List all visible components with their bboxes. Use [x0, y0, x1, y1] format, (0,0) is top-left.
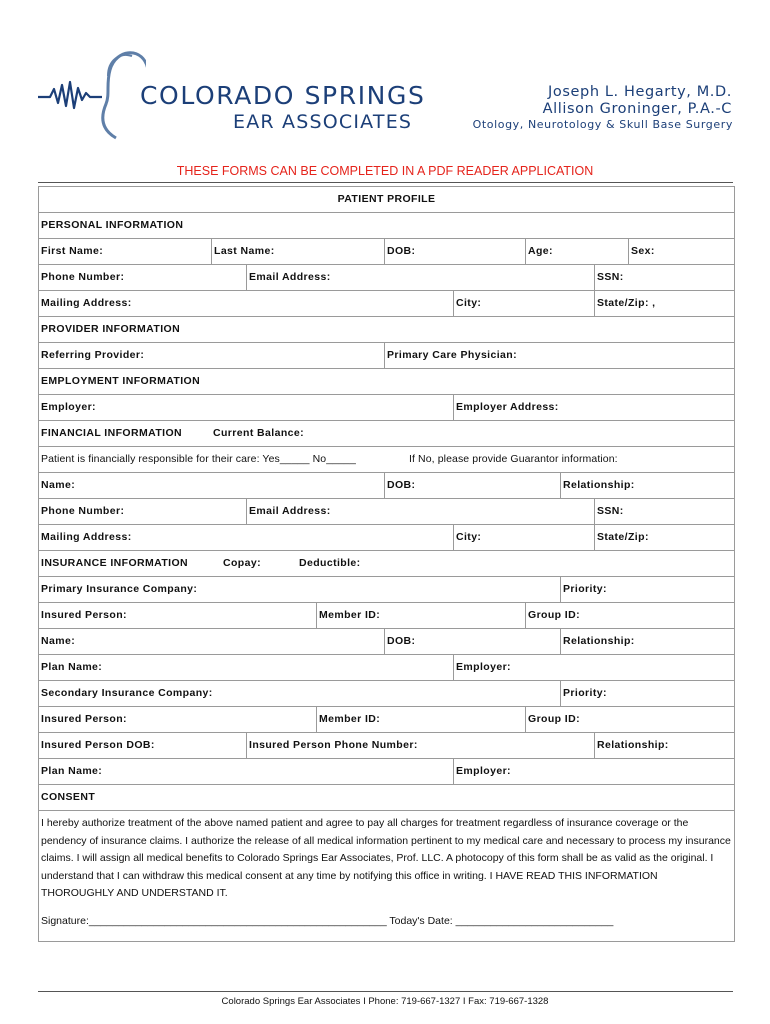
- signature-line[interactable]: Signature:___________________________________________________ Today's Date: ___________________________: [41, 914, 614, 927]
- form-row: [39, 394, 734, 420]
- guarantor-ssn-field[interactable]: SSN:: [594, 499, 734, 524]
- provider-heading: PROVIDER INFORMATION: [41, 323, 181, 335]
- insured-dob-field[interactable]: Insured Person DOB:: [41, 739, 155, 751]
- secondary-insured-person-field[interactable]: Insured Person:: [41, 713, 127, 725]
- employer-address-field[interactable]: Employer Address:: [453, 395, 734, 420]
- current-balance-field[interactable]: Current Balance:: [213, 427, 305, 439]
- divider: [38, 182, 733, 183]
- section-heading-row: [39, 212, 734, 238]
- guarantor-city-field[interactable]: City:: [453, 525, 594, 550]
- insured-person-field[interactable]: Insured Person:: [41, 609, 127, 621]
- priority-field[interactable]: Priority:: [560, 577, 734, 602]
- secondary-employer-field[interactable]: Employer:: [453, 759, 734, 784]
- form-row: [39, 706, 734, 732]
- section-heading-row: [39, 550, 734, 576]
- copay-field[interactable]: Copay:: [223, 557, 261, 569]
- form-row: [39, 446, 734, 472]
- form-row: [39, 524, 734, 550]
- form-title: PATIENT PROFILE: [337, 193, 436, 205]
- member-id-field[interactable]: Member ID:: [316, 603, 526, 628]
- sex-field[interactable]: Sex:: [628, 239, 734, 264]
- insured-dob-short-field[interactable]: DOB:: [384, 629, 561, 654]
- specialty-line: Otology, Neurotology & Skull Base Surgery: [472, 118, 733, 131]
- logo-wordmark: COLORADO SPRINGS: [140, 81, 426, 110]
- pdf-notice: THESE FORMS CAN BE COMPLETED IN A PDF READER APPLICATION: [176, 164, 594, 178]
- section-heading-row: [39, 420, 734, 446]
- last-name-field[interactable]: Last Name:: [211, 239, 384, 264]
- mailing-address-field[interactable]: Mailing Address:: [41, 297, 132, 309]
- form-row: [39, 628, 734, 654]
- group-id-field[interactable]: Group ID:: [525, 603, 734, 628]
- consent-text: I hereby authorize treatment of the above named patient and agree to pay all charges for treatment regardless of insurance coverage or the pendency of insurance claims. I authorize the release of all medical information pertinent to my medical care and necessary to process my insurance claims. I will assign all medical benefits to Colorado Springs Ear Associates, Prof. LLC. A photocopy of this form shall be as valid as the original. I understand that I can withdraw this medical consent at any time by notifying this office in writing. I HAVE READ THIS INFORMATION THOROUGHLY AND UNDERSTAND IT.: [41, 817, 731, 900]
- footer-contact: Colorado Springs Ear Associates I Phone: 719-667-1327 I Fax: 719-667-1328: [221, 996, 549, 1007]
- plan-employer-field[interactable]: Employer:: [453, 655, 734, 680]
- primary-care-field[interactable]: Primary Care Physician:: [384, 343, 734, 368]
- form-title-row: [39, 187, 734, 212]
- insured-phone-field[interactable]: Insured Person Phone Number:: [246, 733, 594, 758]
- form-row: [39, 732, 734, 758]
- insured-name-field[interactable]: Name:: [41, 635, 76, 647]
- ear-logo-icon: [36, 40, 146, 145]
- consent-heading: CONSENT: [41, 791, 96, 803]
- consent-block: [39, 810, 734, 941]
- referring-provider-field[interactable]: Referring Provider:: [41, 349, 145, 361]
- form-row: [39, 680, 734, 706]
- dob-field[interactable]: DOB:: [384, 239, 525, 264]
- section-heading-row: [39, 784, 734, 810]
- form-row: [39, 342, 734, 368]
- deductible-field[interactable]: Deductible:: [299, 557, 361, 569]
- guarantor-phone-field[interactable]: Phone Number:: [41, 505, 125, 517]
- section-heading-row: [39, 368, 734, 394]
- guarantor-email-field[interactable]: Email Address:: [246, 499, 594, 524]
- guarantor-relationship-field[interactable]: Relationship:: [560, 473, 734, 498]
- personal-heading: PERSONAL INFORMATION: [41, 219, 184, 231]
- email-field[interactable]: Email Address:: [246, 265, 594, 290]
- section-heading-row: [39, 316, 734, 342]
- plan-name-field[interactable]: Plan Name:: [41, 661, 103, 673]
- insured-relationship-field[interactable]: Relationship:: [560, 629, 734, 654]
- age-field[interactable]: Age:: [525, 239, 628, 264]
- doctor-name-2: Allison Groninger, P.A.-C: [542, 101, 732, 117]
- footer-divider: [38, 991, 733, 992]
- secondary-member-id-field[interactable]: Member ID:: [316, 707, 526, 732]
- guarantor-mailing-field[interactable]: Mailing Address:: [41, 531, 132, 543]
- form-row: [39, 290, 734, 316]
- employment-heading: EMPLOYMENT INFORMATION: [41, 375, 201, 387]
- doctor-name-1: Joseph L. Hegarty, M.D.: [548, 84, 732, 100]
- form-row: [39, 498, 734, 524]
- insurance-heading: INSURANCE INFORMATION: [41, 557, 189, 569]
- form-row: [39, 758, 734, 784]
- guarantor-dob-field[interactable]: DOB:: [384, 473, 561, 498]
- primary-insurance-field[interactable]: Primary Insurance Company:: [41, 583, 198, 595]
- secondary-insurance-field[interactable]: Secondary Insurance Company:: [41, 687, 213, 699]
- city-field[interactable]: City:: [453, 291, 594, 316]
- form-row: [39, 238, 734, 264]
- first-name-field[interactable]: First Name:: [41, 245, 104, 257]
- form-row: [39, 264, 734, 290]
- employer-field[interactable]: Employer:: [41, 401, 96, 413]
- ssn-field[interactable]: SSN:: [594, 265, 734, 290]
- logo-subtitle: EAR ASSOCIATES: [233, 111, 413, 133]
- form-row: [39, 576, 734, 602]
- guarantor-name-field[interactable]: Name:: [41, 479, 76, 491]
- secondary-priority-field[interactable]: Priority:: [560, 681, 734, 706]
- secondary-plan-name-field[interactable]: Plan Name:: [41, 765, 103, 777]
- form-row: [39, 654, 734, 680]
- secondary-group-id-field[interactable]: Group ID:: [525, 707, 734, 732]
- guarantor-note: If No, please provide Guarantor information:: [409, 453, 618, 465]
- form-row: [39, 602, 734, 628]
- secondary-relationship-field[interactable]: Relationship:: [594, 733, 734, 758]
- form-row: [39, 472, 734, 498]
- patient-profile-form: [38, 186, 735, 942]
- guarantor-state-zip-field[interactable]: State/Zip:: [594, 525, 734, 550]
- state-zip-field[interactable]: State/Zip: ,: [594, 291, 734, 316]
- phone-field[interactable]: Phone Number:: [41, 271, 125, 283]
- financial-heading: FINANCIAL INFORMATION: [41, 427, 182, 439]
- responsible-question[interactable]: Patient is financially responsible for their care: Yes_____ No_____: [41, 453, 356, 465]
